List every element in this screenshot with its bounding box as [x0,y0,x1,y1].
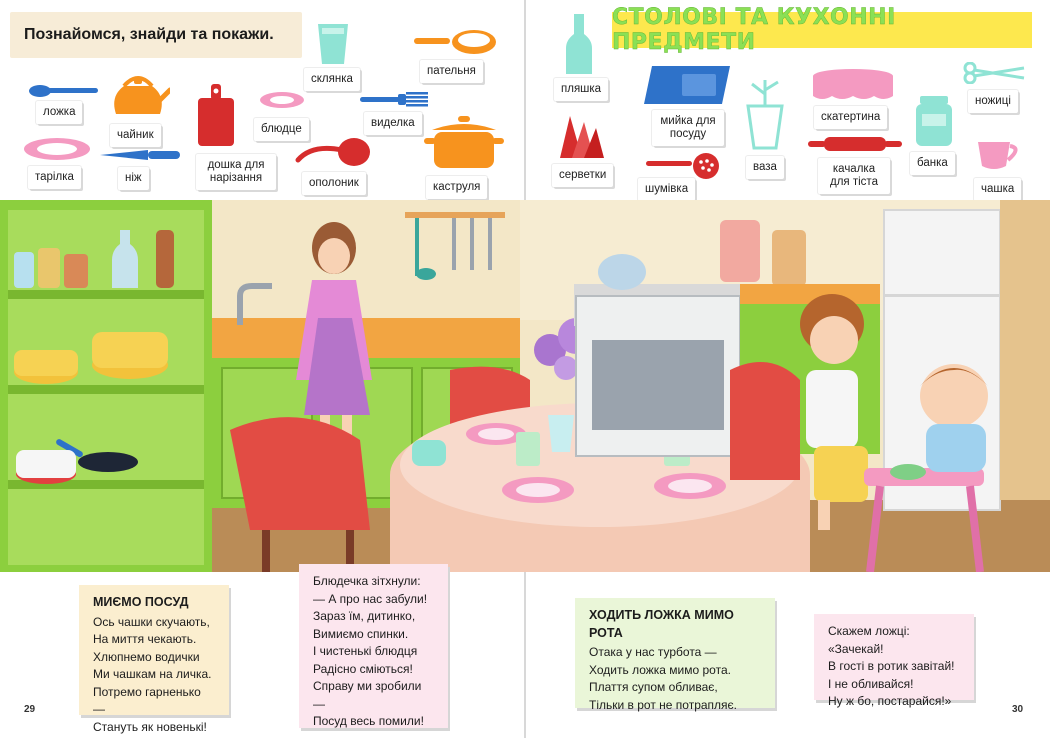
poem-line: Хлюпнемо водички [93,649,200,664]
label-rolling-pin: качалка для тіста [818,158,890,194]
label-napkins: серветки [552,164,613,187]
label-plate: тарілка [28,166,81,189]
label-saucer: блюдце [254,118,309,141]
sink-icon [642,64,732,106]
label-cup: чашка [974,178,1021,201]
poem-line: Потремо гарненько — [93,684,201,716]
poem-line: Вимиємо спинки. [313,626,409,641]
skimmer-icon [646,152,722,180]
pan-icon [414,28,498,58]
label-ladle: ополоник [302,172,366,195]
poem-spoon-title: ХОДИТЬ ЛОЖКА МИМО РОТА [589,608,734,640]
plate-icon [22,136,92,162]
tablecloth-icon [810,68,896,102]
poem-line: І не обливайся! [828,676,914,691]
instruction-header [10,12,302,58]
poem-line: Стануть як новенькі! [93,719,207,734]
ladle-icon [292,130,372,170]
page-number-right: 30 [1012,704,1024,715]
jar-icon [914,96,954,148]
poem-line: — А про нас забули! [313,591,428,606]
label-vase: ваза [746,156,784,179]
label-tablecloth: скатертина [814,106,887,129]
saucer-icon [258,90,306,110]
cutting-board-icon [196,84,236,148]
napkins-icon [556,112,606,160]
instruction-text: Познайомся, знайди та покажи. [24,26,274,43]
kettle-icon [106,68,170,122]
label-bottle: пляшка [554,78,608,101]
cup-icon [976,138,1022,172]
knife-icon [98,146,182,164]
poem-line: Радісно сміються! [313,661,413,676]
pot-icon [424,116,504,174]
poem-line: Ходить ложка мимо рота. [589,662,731,677]
poem-line: Ось чашки скучають, [93,614,210,629]
label-spoon: ложка [36,101,82,124]
poem-tell-spoon [814,614,974,708]
poem-line: Тільки в рот не потрапляє. [589,697,738,712]
poem-line: Посуд весь помили! [313,714,424,728]
poem-line: Зараз їм, дитинко, [313,609,416,623]
poem-line: Плаття супом обливає, [589,680,718,694]
label-jar: банка [910,152,955,175]
poem-line: І чистенькі блюдця [313,644,418,658]
poem-washing-title: МИЄМО ПОСУД [93,595,189,609]
rolling-pin-icon [808,136,902,152]
page-number-left: 29 [24,704,36,715]
label-skimmer: шумівка [638,178,695,201]
spread-title-text: СТОЛОВІ ТА КУХОННІ ПРЕДМЕТИ [612,5,896,55]
poem-washing-dishes [79,585,229,734]
poem-line: Скажем ложці: «Зачекай! [828,624,910,656]
spread-title [612,5,1032,55]
poem-line: Справу ми зробили — [313,679,422,711]
poem-line: Ми чашкам на личка. [93,667,212,681]
label-kettle: чайник [110,124,161,147]
label-sink: мийка для посуду [652,110,724,146]
poem-line: Ну ж бо, постарайся!» [828,694,952,708]
label-pot: каструля [426,176,487,199]
bottle-icon [564,14,594,76]
vase-icon [744,76,786,150]
glass-icon [316,22,350,66]
poem-saucers [299,564,448,728]
label-pan: пательня [420,60,483,83]
poem-line: В гості в ротик завітай! [828,659,955,673]
poem-line: Отака у нас турбота — [589,645,717,659]
poem-line: Блюдечка зітхнули: [313,574,421,588]
kitchen-scene-illustration [0,200,1050,572]
poem-spoon-walks [575,598,775,712]
scissors-icon [962,62,1026,84]
label-fork: виделка [364,112,422,135]
fork-icon [360,90,428,108]
label-glass: склянка [304,68,360,91]
label-cutting-board: дошка для нарізання [196,154,276,190]
label-scissors: ножиці [968,90,1018,113]
label-knife: ніж [118,167,149,190]
poem-line: На миття чекають. [93,632,197,646]
